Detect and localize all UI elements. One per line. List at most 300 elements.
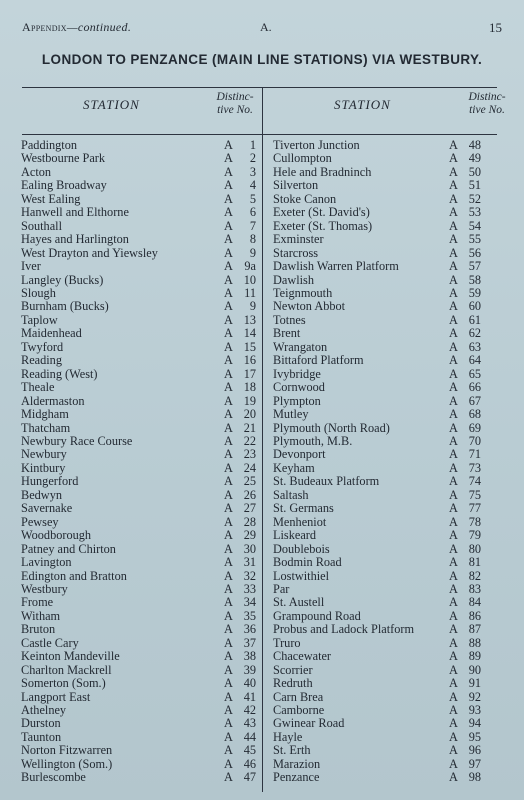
station-number: 9 <box>249 299 256 314</box>
table-row <box>273 274 498 287</box>
station-name: Taplow <box>21 312 58 327</box>
station-number: 71 <box>468 447 481 462</box>
station-number: 1 <box>249 138 256 152</box>
station-letter: A <box>224 259 233 274</box>
station-name: Kintbury <box>21 460 66 475</box>
station-number: 11 <box>244 285 256 300</box>
station-letter: A <box>224 514 233 529</box>
station-letter: A <box>449 689 458 704</box>
table-row <box>21 300 261 313</box>
station-number: 39 <box>243 662 256 677</box>
station-name: Redruth <box>273 676 313 691</box>
table-row <box>273 771 498 784</box>
station-number: 15 <box>243 339 256 354</box>
station-letter: A <box>224 743 233 758</box>
station-letter: A <box>449 366 458 381</box>
table-row <box>273 475 498 488</box>
station-letter: A <box>449 191 458 206</box>
table-row <box>273 664 498 677</box>
station-number: 54 <box>468 218 481 233</box>
station-number: 18 <box>243 380 256 395</box>
table-row <box>21 179 261 192</box>
station-name: Witham <box>21 608 61 623</box>
station-letter: A <box>224 191 233 206</box>
station-name: Probus and Ladock Platform <box>273 622 415 637</box>
station-name: Newton Abbot <box>273 299 346 314</box>
station-letter: A <box>449 407 458 422</box>
station-name: Chacewater <box>273 649 332 664</box>
station-name: Exeter (St. David's) <box>273 205 370 220</box>
station-name: Penzance <box>273 770 320 785</box>
station-letter: A <box>224 151 233 166</box>
station-name: Plymouth, M.B. <box>273 433 353 448</box>
table-row <box>21 744 261 757</box>
station-number: 51 <box>468 178 481 193</box>
station-number: 97 <box>468 756 481 771</box>
number-header-left-line1: Distinc- <box>216 91 254 103</box>
station-number: 10 <box>243 272 256 287</box>
station-name: Lostwithiel <box>273 568 330 583</box>
station-number: 80 <box>468 541 481 556</box>
station-name: Ivybridge <box>273 366 321 381</box>
station-name: Liskeard <box>273 528 317 543</box>
station-name: Bittaford Platform <box>273 353 364 368</box>
station-number: 22 <box>243 433 256 448</box>
station-number: 9 <box>249 245 256 260</box>
station-name: Grampound Road <box>273 608 361 623</box>
station-letter: A <box>224 138 233 152</box>
station-letter: A <box>224 608 233 623</box>
station-number: 47 <box>243 770 256 785</box>
station-name: Pewsey <box>21 514 59 529</box>
station-number: 37 <box>243 635 256 650</box>
station-number: 35 <box>243 608 256 623</box>
station-letter: A <box>449 232 458 247</box>
table-row <box>21 556 261 569</box>
station-header-left: STATION <box>83 97 140 112</box>
station-number: 70 <box>468 433 481 448</box>
station-name: Dawlish <box>273 272 314 287</box>
station-name: Carn Brea <box>273 689 324 704</box>
station-name: St. Budeaux Platform <box>273 474 380 489</box>
number-header-left <box>208 91 262 117</box>
station-letter: A <box>224 272 233 287</box>
station-number: 23 <box>243 447 256 462</box>
station-number: 77 <box>468 501 481 516</box>
station-name: Bedwyn <box>21 487 62 502</box>
station-name: Stoke Canon <box>273 191 337 206</box>
number-header-left-line2: tive No. <box>217 104 253 116</box>
station-letter: A <box>224 353 233 368</box>
station-number: 5 <box>249 191 256 206</box>
table-row <box>273 691 498 704</box>
station-name: Westbourne Park <box>21 151 106 166</box>
station-name: Exeter (St. Thomas) <box>273 218 373 233</box>
station-number: 8 <box>249 232 256 247</box>
table-row <box>21 381 261 394</box>
station-number: 36 <box>243 622 256 637</box>
station-name: Norton Fitzwarren <box>21 743 113 758</box>
table-row <box>21 758 261 771</box>
station-number: 60 <box>468 299 481 314</box>
table-row <box>273 247 498 260</box>
table-row <box>21 368 261 381</box>
station-number: 46 <box>243 756 256 771</box>
station-name: Thatcham <box>21 420 71 435</box>
station-number: 86 <box>468 608 481 623</box>
station-number: 83 <box>468 581 481 596</box>
table-row <box>273 758 498 771</box>
table-row <box>21 717 261 730</box>
station-name: Patney and Chirton <box>21 541 116 556</box>
table-row <box>273 731 498 744</box>
station-letter: A <box>449 528 458 543</box>
station-name: Midgham <box>21 407 69 422</box>
table-top-rule <box>22 87 497 88</box>
station-name: Langport East <box>21 689 91 704</box>
station-number: 88 <box>468 635 481 650</box>
station-letter: A <box>224 460 233 475</box>
station-name: Durston <box>21 716 61 731</box>
station-letter: A <box>449 151 458 166</box>
table-row <box>273 570 498 583</box>
station-letter: A <box>449 729 458 744</box>
station-name: St. Erth <box>273 743 311 758</box>
station-number: 21 <box>243 420 256 435</box>
station-number: 62 <box>468 326 481 341</box>
station-letter: A <box>224 433 233 448</box>
station-letter: A <box>449 622 458 637</box>
station-number: 6 <box>249 205 256 220</box>
station-number: 9a <box>244 259 256 274</box>
station-number: 31 <box>243 555 256 570</box>
station-letter: A <box>224 581 233 596</box>
table-row <box>273 300 498 313</box>
table-row <box>21 650 261 663</box>
station-number: 33 <box>243 581 256 596</box>
table-row <box>273 152 498 165</box>
table-row <box>273 139 498 152</box>
station-letter: A <box>224 662 233 677</box>
station-number: 14 <box>243 326 256 341</box>
station-letter: A <box>449 595 458 610</box>
station-name: Scorrier <box>273 662 313 677</box>
station-number: 24 <box>243 460 256 475</box>
station-letter: A <box>224 164 233 179</box>
station-name: Newbury <box>21 447 67 462</box>
table-row <box>21 152 261 165</box>
station-name: Athelney <box>21 703 67 718</box>
station-letter: A <box>449 285 458 300</box>
table-row <box>21 314 261 327</box>
station-letter: A <box>449 205 458 220</box>
table-row <box>21 139 261 152</box>
station-number: 26 <box>243 487 256 502</box>
station-name: Hele and Bradninch <box>273 164 372 179</box>
station-name: Hayle <box>273 729 303 744</box>
station-name: Reading (West) <box>21 366 98 381</box>
station-name: Keinton Mandeville <box>21 649 120 664</box>
station-name: Paddington <box>21 138 78 152</box>
number-header-right <box>460 91 514 117</box>
station-name: Saltash <box>273 487 309 502</box>
station-letter: A <box>449 326 458 341</box>
station-letter: A <box>224 312 233 327</box>
station-number: 84 <box>468 595 481 610</box>
table-row <box>273 260 498 273</box>
station-letter: A <box>224 622 233 637</box>
station-letter: A <box>224 245 233 260</box>
station-number: 68 <box>468 407 481 422</box>
table-row <box>21 327 261 340</box>
station-name: Savernake <box>21 501 73 516</box>
table-row <box>21 596 261 609</box>
station-letter: A <box>449 245 458 260</box>
station-number: 67 <box>468 393 481 408</box>
station-name: Aldermaston <box>21 393 85 408</box>
station-name: Hanwell and Elthorne <box>21 205 129 220</box>
station-number: 98 <box>468 770 481 785</box>
table-row <box>21 435 261 448</box>
station-letter: A <box>224 474 233 489</box>
station-letter: A <box>224 568 233 583</box>
table-row <box>21 691 261 704</box>
station-number: 43 <box>243 716 256 731</box>
table-row <box>273 179 498 192</box>
station-name: Teignmouth <box>273 285 333 300</box>
station-name: Hungerford <box>21 474 79 489</box>
table-row <box>21 233 261 246</box>
table-row <box>21 664 261 677</box>
table-row <box>273 233 498 246</box>
station-letter: A <box>224 178 233 193</box>
station-name: Brent <box>273 326 301 341</box>
table-row <box>21 395 261 408</box>
station-number: 75 <box>468 487 481 502</box>
station-name: St. Austell <box>273 595 325 610</box>
table-row <box>273 368 498 381</box>
table-row <box>273 529 498 542</box>
station-name: Par <box>273 581 290 596</box>
station-name: Westbury <box>21 581 68 596</box>
station-name: Devonport <box>273 447 326 462</box>
station-name: Southall <box>21 218 62 233</box>
station-number: 25 <box>243 474 256 489</box>
station-name: Burlescombe <box>21 770 86 785</box>
station-name: Plympton <box>273 393 321 408</box>
station-letter: A <box>449 218 458 233</box>
station-name: Cornwood <box>273 380 325 395</box>
station-name: Starcross <box>273 245 319 260</box>
station-number: 93 <box>468 703 481 718</box>
table-row <box>21 206 261 219</box>
station-name: Maidenhead <box>21 326 82 341</box>
table-row <box>273 341 498 354</box>
table-row <box>21 341 261 354</box>
table-row <box>273 314 498 327</box>
number-header-right-line2: tive No. <box>469 104 505 116</box>
table-row <box>273 287 498 300</box>
table-row <box>21 260 261 273</box>
station-letter: A <box>449 272 458 287</box>
table-row <box>273 220 498 233</box>
station-letter: A <box>224 393 233 408</box>
station-letter: A <box>224 339 233 354</box>
station-name: Bruton <box>21 622 56 637</box>
table-row <box>21 422 261 435</box>
table-row <box>21 489 261 502</box>
station-letter: A <box>449 568 458 583</box>
table-row <box>21 623 261 636</box>
station-number: 96 <box>468 743 481 758</box>
table-row <box>21 448 261 461</box>
station-name: Charlton Mackrell <box>21 662 112 677</box>
station-letter: A <box>449 541 458 556</box>
number-header-right-line1: Distinc- <box>468 91 506 103</box>
station-letter: A <box>449 581 458 596</box>
station-name: Somerton (Som.) <box>21 676 106 691</box>
station-name: Lavington <box>21 555 72 570</box>
station-name: West Ealing <box>21 191 81 206</box>
table-row <box>273 408 498 421</box>
station-number: 82 <box>468 568 481 583</box>
station-name: Dawlish Warren Platform <box>273 259 399 274</box>
station-name: Hayes and Harlington <box>21 232 129 247</box>
station-letter: A <box>224 447 233 462</box>
station-name: Twyford <box>21 339 64 354</box>
station-name: Newbury Race Course <box>21 433 133 448</box>
station-letter: A <box>449 770 458 785</box>
station-number: 50 <box>468 164 481 179</box>
station-number: 73 <box>468 460 481 475</box>
station-letter: A <box>224 299 233 314</box>
table-row <box>273 516 498 529</box>
station-number: 89 <box>468 649 481 664</box>
station-number: 69 <box>468 420 481 435</box>
station-name: St. Germans <box>273 501 334 516</box>
station-name: Truro <box>273 635 301 650</box>
station-number: 58 <box>468 272 481 287</box>
station-letter: A <box>449 649 458 664</box>
station-name: Keyham <box>273 460 315 475</box>
station-letter: A <box>224 285 233 300</box>
table-row <box>273 381 498 394</box>
table-row <box>273 623 498 636</box>
station-number: 38 <box>243 649 256 664</box>
table-row <box>273 543 498 556</box>
station-number: 94 <box>468 716 481 731</box>
station-name: Langley (Bucks) <box>21 272 104 287</box>
station-number: 91 <box>468 676 481 691</box>
table-row <box>21 354 261 367</box>
station-letter: A <box>449 393 458 408</box>
station-letter: A <box>224 420 233 435</box>
station-letter: A <box>449 487 458 502</box>
station-name: Theale <box>21 380 55 395</box>
station-letter: A <box>449 420 458 435</box>
station-letter: A <box>224 380 233 395</box>
table-row <box>273 448 498 461</box>
station-letter: A <box>449 555 458 570</box>
station-number: 95 <box>468 729 481 744</box>
station-name: Menheniot <box>273 514 327 529</box>
station-name: Camborne <box>273 703 325 718</box>
station-letter: A <box>224 407 233 422</box>
table-row <box>21 462 261 475</box>
station-letter: A <box>449 299 458 314</box>
station-number: 78 <box>468 514 481 529</box>
station-letter: A <box>449 380 458 395</box>
station-name: Reading <box>21 353 62 368</box>
station-letter: A <box>224 729 233 744</box>
station-letter: A <box>449 635 458 650</box>
station-letter: A <box>449 501 458 516</box>
table-row <box>21 637 261 650</box>
table-row <box>21 247 261 260</box>
table-row <box>273 327 498 340</box>
table-row <box>21 408 261 421</box>
page-number: 15 <box>489 20 502 35</box>
table-row <box>21 475 261 488</box>
running-header-left <box>22 20 131 35</box>
table-row <box>273 435 498 448</box>
table-row <box>21 583 261 596</box>
table-row <box>21 502 261 515</box>
table-header-rule <box>22 134 497 135</box>
table-row <box>21 287 261 300</box>
table-row <box>273 650 498 663</box>
table-row <box>21 543 261 556</box>
station-number: 42 <box>243 703 256 718</box>
station-number: 74 <box>468 474 481 489</box>
station-letter: A <box>449 756 458 771</box>
station-letter: A <box>449 138 458 152</box>
station-letter: A <box>449 433 458 448</box>
table-row <box>21 166 261 179</box>
station-number: 7 <box>249 218 256 233</box>
station-letter: A <box>449 312 458 327</box>
table-row <box>273 462 498 475</box>
table-row <box>273 744 498 757</box>
station-number: 55 <box>468 232 481 247</box>
station-letter: A <box>224 366 233 381</box>
table-row <box>273 717 498 730</box>
station-number: 4 <box>249 178 256 193</box>
station-number: 32 <box>243 568 256 583</box>
station-number: 92 <box>468 689 481 704</box>
table-row <box>273 395 498 408</box>
table-row <box>273 193 498 206</box>
station-letter: A <box>224 528 233 543</box>
column-divider <box>262 87 263 792</box>
station-number: 56 <box>468 245 481 260</box>
station-letter: A <box>224 541 233 556</box>
station-name: Wellington (Som.) <box>21 756 113 771</box>
table-row <box>21 516 261 529</box>
table-row <box>273 422 498 435</box>
table-row <box>21 610 261 623</box>
station-number: 79 <box>468 528 481 543</box>
station-name: Acton <box>21 164 52 179</box>
station-number: 52 <box>468 191 481 206</box>
station-letter: A <box>224 676 233 691</box>
station-letter: A <box>449 164 458 179</box>
station-name: West Drayton and Yiewsley <box>21 245 158 260</box>
station-letter: A <box>449 743 458 758</box>
station-letter: A <box>224 756 233 771</box>
station-name: Frome <box>21 595 54 610</box>
station-letter: A <box>449 703 458 718</box>
